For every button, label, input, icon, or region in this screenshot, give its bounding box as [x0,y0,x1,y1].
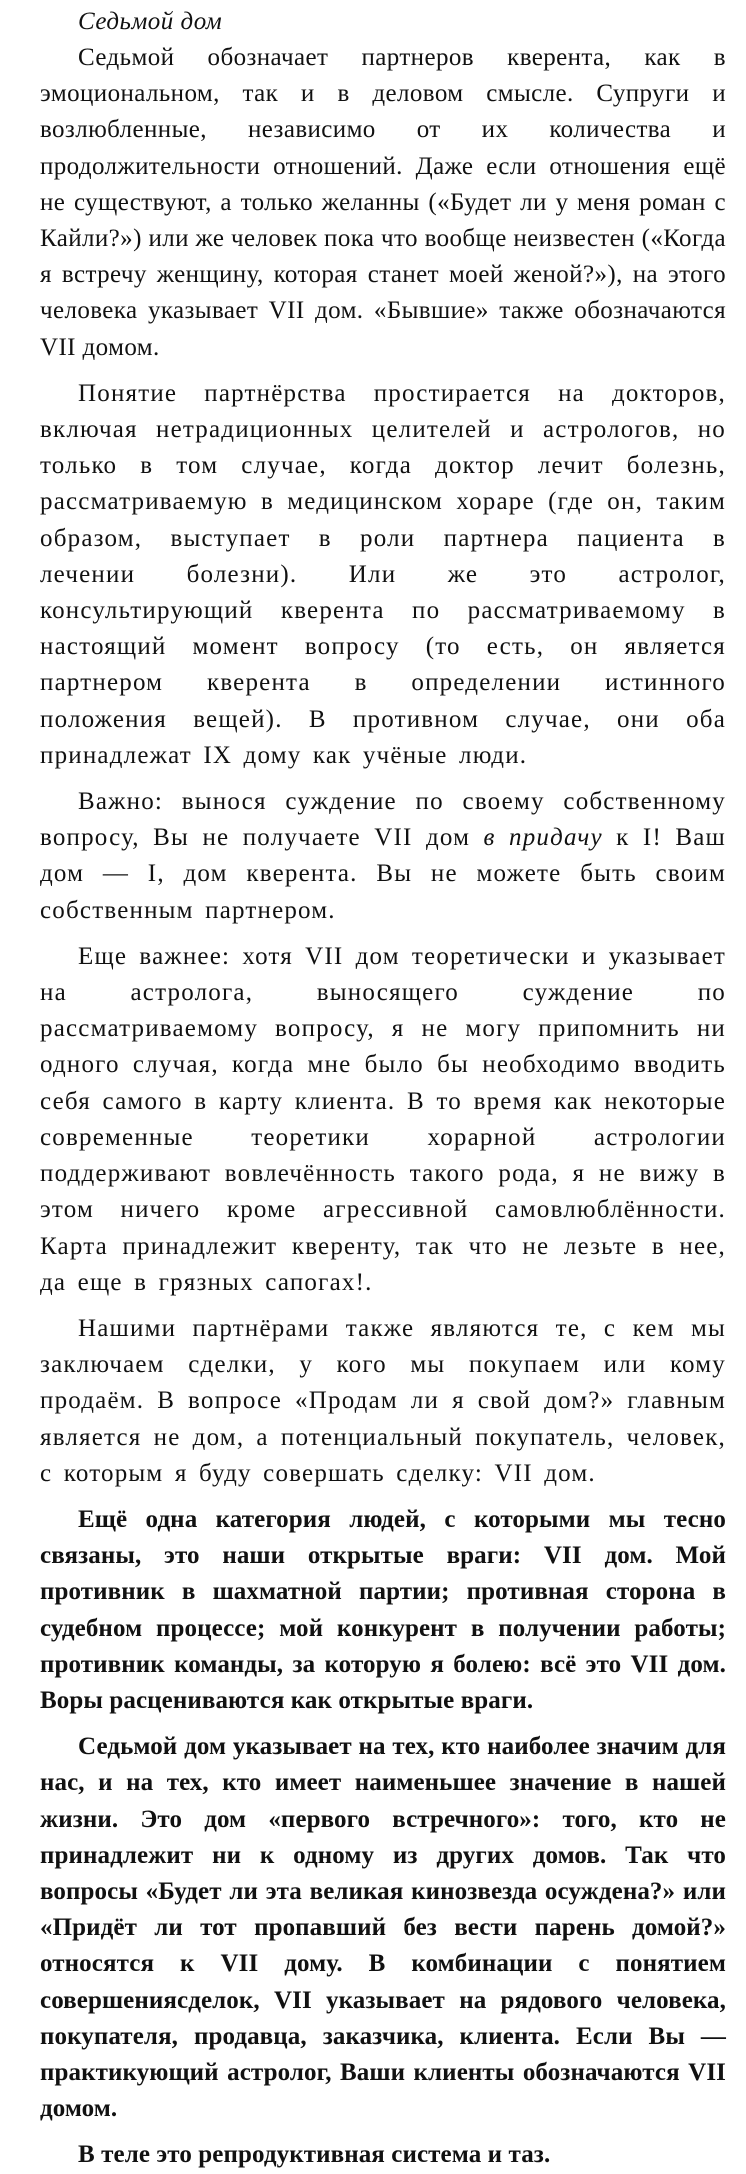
paragraph-partners: Седьмой обозначает партнеров кверента, как в эмоциональном, так и в деловом смысле. Супруги и возлюбленные, независимо от их количества и продолжительности отношений. Даже если отношения ещё не существуют, а только желанны («Будет ли у меня роман с Кайли?») или же человек пока что вообще неизвестен («Когда я встречу женщину, которая станет моей женой?»), на этого человека указывает VII дом. «Бывшие» также обозначаются VII домом. [40,44,726,361]
paragraph-significance: Седьмой дом указывает на тех, кто наиболее значим для нас, и на тех, кто имеет наименьшее значение в нашей жизни. Это дом «первого встречного»: того, кто не принадлежит ни к одному из других домов. Так что вопросы «Будет ли эта великая кинозвезда осуждена?» или «Придёт ли тот пропавший без вести парень домой?» относятся к VII дому. В комбинации с понятием совершениясделок, VII указывает на рядового человека, покупателя, продавца, заказчика, клиента. Если Вы — практикующий астролог, Ваши клиенты обозначаются VII домом. [40,1733,726,2123]
paragraph-partnership-doctors: Понятие партнёрства простирается на докторов, включая нетрадиционных целителей и астрологов, но только в том случае, когда доктор лечит болезнь, рассматриваемую в медицинском хораре (где он, таким образом, выступает в роли партнера пациента в лечении болезни). Или же это астролог, консультирующий кверента по рассматриваемому в настоящий момент вопросу (то есть, он является партнером кверента в определении истинного положения вещей). В противном случае, они оба принадлежат IX дому как учёные люди. [40,379,726,769]
paragraph-deals: Нашими партнёрами также являются те, с кем мы заключаем сделки, у кого мы покупаем или кому продаём. В вопросе «Продам ли я свой дом?» главным является не дом, а потенциальный покупатель, человек, с которым я буду совершать сделку: VII дом. [40,1314,726,1487]
document-page [40,0,726,2174]
section-heading: Седьмой дом [78,8,223,35]
paragraph-own-question-start: Важно: вынося суждение по своему собственному вопросу, Вы не получаете VII дом [40,788,726,852]
emphasis-in-addition: в придачу [483,824,603,852]
paragraph-own-question [40,784,726,929]
paragraph-own-question-end: к I! Ваш дом — I, дом кверента. Вы не можете быть своим собственным партнером. [40,824,726,924]
paragraph-astrologer: Еще важнее: хотя VII дом теоретически и указывает на астролога, выносящего суждение по рассматриваемому вопросу, я не могу припомнить ни одного случая, когда мне было бы необходимо вводить себя самого в карту клиента. В то время как некоторые современные теоретики хорарной астрологии поддерживают вовлечённость такого рода, я не вижу в этом ничего кроме агрессивной самовлюблённости. Карта принадлежит кверенту, так что не лезьте в нее, да еще в грязных сапогах!. [40,942,726,1296]
paragraph-body: В теле это репродуктивная система и таз. [78,2141,551,2169]
paragraph-open-enemies: Ещё одна категория людей, с которыми мы тесно связаны, это наши открытые враги: VII дом. Мой противник в шахматной партии; противная сторона в судебном процессе; мой конкурент в получении работы; противник команды, за которую я болею: всё это VII дом. Воры расцениваются как открытые враги. [40,1505,726,1714]
